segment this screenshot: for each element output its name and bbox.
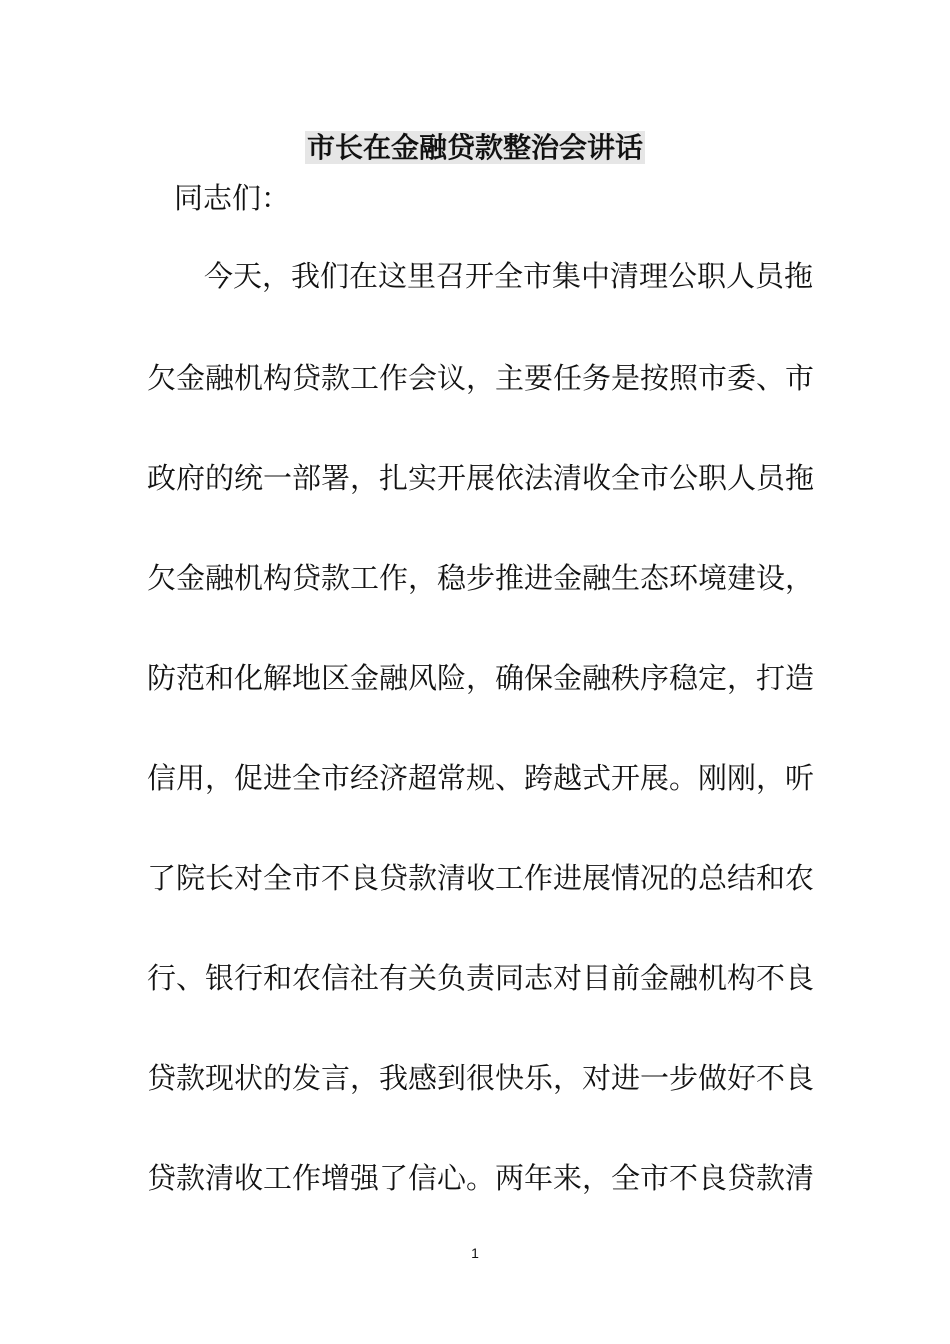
paragraph-line: 贷款清收工作增强了信心。两年来，全市不良贷款清 [147, 1161, 815, 1195]
document-title-text: 市长在金融贷款整治会讲话 [306, 131, 643, 164]
paragraph-line: 政府的统一部署，扎实开展依法清收全市公职人员拖 [147, 461, 815, 495]
paragraph-line: 欠金融机构贷款工作会议，主要任务是按照市委、市 [147, 361, 815, 395]
paragraph-line: 欠金融机构贷款工作，稳步推进金融生态环境建设， [147, 561, 815, 595]
paragraph-line: 今天，我们在这里召开全市集中清理公职人员拖 [204, 259, 814, 293]
paragraph-line: 贷款现状的发言，我感到很快乐，对进一步做好不良 [147, 1061, 815, 1095]
paragraph-line: 信用，促进全市经济超常规、跨越式开展。刚刚，听 [147, 761, 815, 795]
page-number: 1 [471, 1245, 479, 1261]
document-title [0, 128, 950, 168]
salutation: 同志们： [174, 181, 291, 215]
paragraph-line: 行、银行和农信社有关负责同志对目前金融机构不良 [147, 961, 815, 995]
paragraph-line: 防范和化解地区金融风险，确保金融秩序稳定，打造 [147, 661, 815, 695]
paragraph-line: 了院长对全市不良贷款清收工作进展情况的总结和农 [147, 861, 815, 895]
